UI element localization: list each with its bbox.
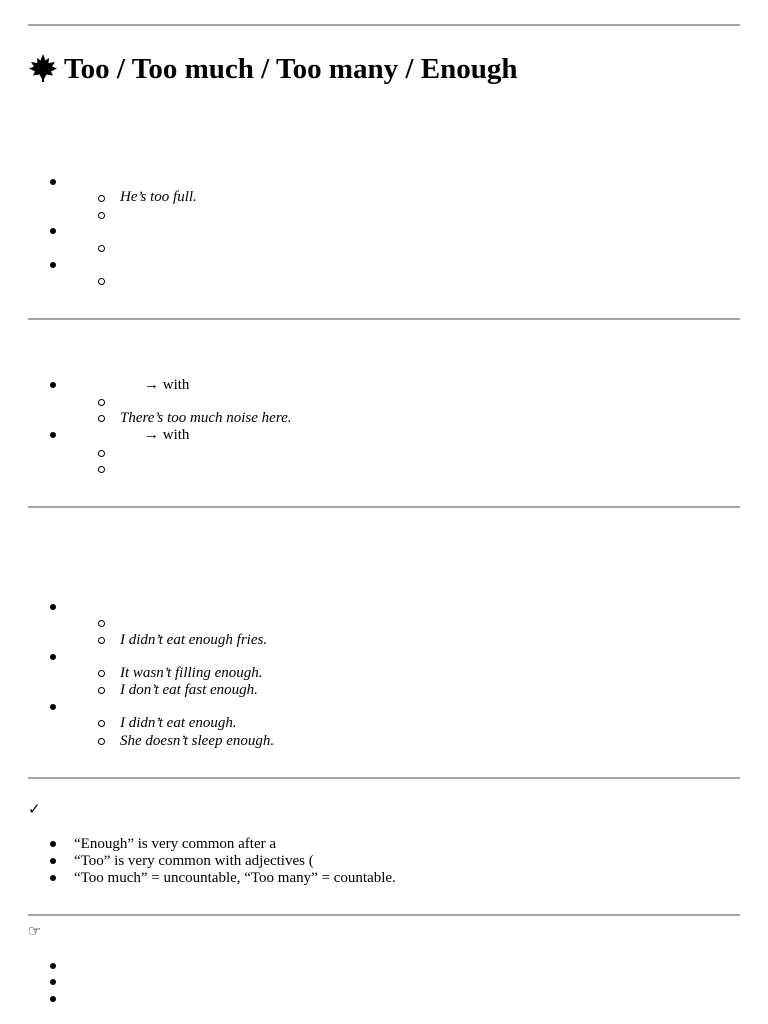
note-text: “Too much” = uncountable, “Too many” = countable.	[74, 870, 396, 886]
note-text: “Enough” is very common after a	[74, 836, 277, 852]
sub-bullet	[98, 720, 105, 727]
example-text: I didn’t eat enough.	[120, 715, 237, 731]
divider	[28, 777, 740, 779]
sub-bullet	[98, 212, 105, 219]
bullet	[50, 963, 56, 969]
example-text: It wasn’t filling enough.	[120, 665, 263, 681]
sub-bullet	[98, 278, 105, 285]
maple-leaf-icon	[28, 53, 58, 83]
divider	[28, 24, 740, 26]
divider	[28, 318, 740, 320]
bullet	[50, 654, 56, 660]
sub-bullet	[98, 415, 105, 422]
page-title-text: Too / Too much / Too many / Enough	[64, 53, 518, 85]
page-title	[28, 50, 517, 88]
sub-bullet	[98, 466, 105, 473]
bullet	[50, 858, 56, 864]
sub-bullet	[98, 245, 105, 252]
sub-bullet	[98, 687, 105, 694]
arrow-with-text: → with	[144, 427, 190, 443]
divider	[28, 914, 740, 916]
sub-bullet	[98, 399, 105, 406]
pointing-hand-icon: ☞	[28, 922, 42, 940]
bullet	[50, 179, 56, 185]
bullet	[50, 262, 56, 268]
bullet	[50, 875, 56, 881]
example-text: She doesn’t sleep enough.	[120, 733, 275, 749]
sub-bullet	[98, 670, 105, 677]
arrow-with-text: → with	[144, 377, 190, 393]
example-text: I didn’t eat enough fries.	[120, 632, 268, 648]
sub-bullet	[98, 637, 105, 644]
sub-bullet	[98, 738, 105, 745]
note-text: “Too” is very common with adjectives (	[74, 853, 314, 869]
bullet	[50, 228, 56, 234]
sub-bullet	[98, 195, 105, 202]
sub-bullet	[98, 620, 105, 627]
example-text: He’s too full.	[120, 189, 197, 205]
example-text: There’s too much noise here.	[120, 410, 292, 426]
bullet	[50, 432, 56, 438]
bullet	[50, 382, 56, 388]
bullet	[50, 604, 56, 610]
bullet	[50, 841, 56, 847]
bullet	[50, 704, 56, 710]
bullet	[50, 996, 56, 1002]
sub-bullet	[98, 450, 105, 457]
bullet	[50, 979, 56, 985]
example-text: I don’t eat fast enough.	[120, 682, 258, 698]
divider	[28, 506, 740, 508]
check-mark-icon: ✓	[28, 800, 41, 818]
